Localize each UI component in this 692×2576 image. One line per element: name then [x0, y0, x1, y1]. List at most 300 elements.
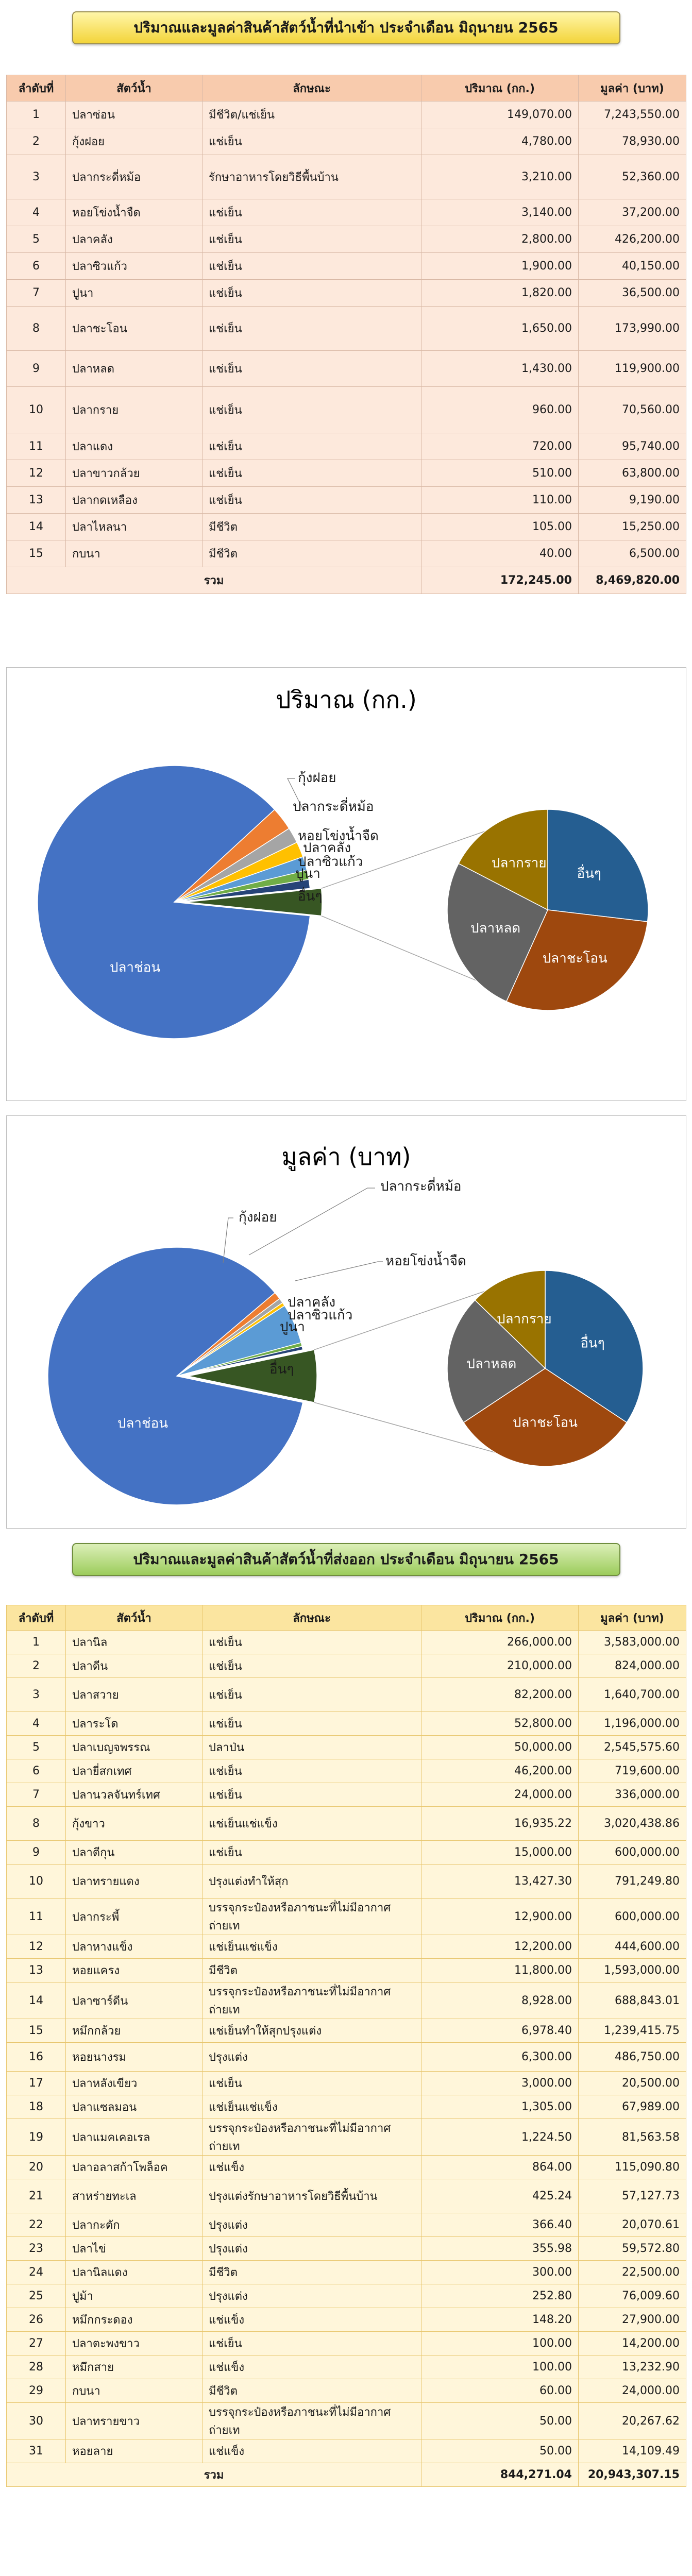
row-form: มีชีวิต	[202, 514, 421, 540]
row-species: ปลายี่สกเทศ	[66, 1759, 202, 1783]
row-value: 486,750.00	[579, 2043, 686, 2072]
row-form: แช่เย็น	[202, 307, 421, 351]
col-form-header: ลักษณะ	[202, 1605, 421, 1631]
table-row	[7, 460, 686, 487]
export-table	[6, 1605, 686, 2487]
row-quantity: 12,900.00	[421, 1899, 579, 1935]
total-quantity: 172,245.00	[421, 567, 579, 594]
row-quantity: 266,000.00	[421, 1631, 579, 1654]
row-form: แช่เย็น	[202, 460, 421, 487]
chart-title: ปริมาณ (กก.)	[276, 686, 417, 714]
table-row	[7, 2019, 686, 2043]
data-label: ปลาคลัง	[288, 1295, 336, 1310]
row-form: แช่เย็น	[202, 351, 421, 387]
row-quantity: 105.00	[421, 514, 579, 540]
row-quantity: 1,430.00	[421, 351, 579, 387]
row-number: 14	[7, 514, 66, 540]
row-quantity: 1,900.00	[421, 253, 579, 280]
data-label: ปลาคลัง	[303, 840, 351, 856]
row-value: 719,600.00	[579, 1759, 686, 1783]
table-row	[7, 1678, 686, 1712]
row-number: 21	[7, 2179, 66, 2213]
row-form: แช่เย็น	[202, 253, 421, 280]
row-form: มีชีวิต	[202, 2379, 421, 2403]
table-row	[7, 2332, 686, 2355]
row-form: บรรจุกระป๋องหรือภาชนะที่ไม่มีอากาศถ่ายเท	[202, 1899, 421, 1935]
breakout-label: ปลากราย	[492, 855, 547, 871]
row-number: 4	[7, 199, 66, 226]
row-number: 26	[7, 2308, 66, 2332]
row-species: ปลาคลัง	[66, 226, 202, 253]
row-quantity: 510.00	[421, 460, 579, 487]
row-quantity: 149,070.00	[421, 101, 579, 128]
row-form: แช่เย็น	[202, 487, 421, 514]
table-row	[7, 351, 686, 387]
table-row	[7, 2072, 686, 2095]
row-number: 12	[7, 1935, 66, 1959]
row-number: 15	[7, 2019, 66, 2043]
row-value: 36,500.00	[579, 280, 686, 307]
row-quantity: 355.98	[421, 2237, 579, 2261]
data-label: กุ้งฝอย	[298, 770, 336, 786]
row-number: 1	[7, 1631, 66, 1654]
data-label: ปลาช่อน	[117, 1416, 168, 1431]
row-form: แช่เย็นแช่แข็ง	[202, 1807, 421, 1841]
col-no-header: ลำดับที่	[7, 1605, 66, 1631]
row-number: 1	[7, 101, 66, 128]
row-value: 81,563.58	[579, 2119, 686, 2156]
table-row	[7, 1959, 686, 1982]
row-value: 59,572.80	[579, 2237, 686, 2261]
row-form: แช่เย็น	[202, 1678, 421, 1712]
row-number: 12	[7, 460, 66, 487]
row-species: หมึกสาย	[66, 2355, 202, 2379]
table-row	[7, 1712, 686, 1736]
row-species: ปลากดเหลือง	[66, 487, 202, 514]
row-number: 4	[7, 1712, 66, 1736]
row-value: 9,190.00	[579, 487, 686, 514]
row-form: แช่เย็น	[202, 1759, 421, 1783]
row-species: หอยโข่งน้ำจืด	[66, 199, 202, 226]
table-row	[7, 1865, 686, 1899]
row-species: ปลาแซลมอน	[66, 2095, 202, 2119]
col-form-header: ลักษณะ	[202, 75, 421, 101]
row-number: 29	[7, 2379, 66, 2403]
row-value: 600,000.00	[579, 1899, 686, 1935]
row-species: ปลาตะพงขาว	[66, 2332, 202, 2355]
row-quantity: 50.00	[421, 2403, 579, 2439]
row-quantity: 60.00	[421, 2379, 579, 2403]
row-species: กบนา	[66, 2379, 202, 2403]
row-species: ปลาชะโอน	[66, 307, 202, 351]
table-row	[7, 226, 686, 253]
row-species: ปลานิล	[66, 1631, 202, 1654]
row-value: 3,583,000.00	[579, 1631, 686, 1654]
row-species: ปลาขาวกล้วย	[66, 460, 202, 487]
total-label: รวม	[7, 2463, 421, 2487]
row-value: 20,070.61	[579, 2213, 686, 2237]
row-species: ปลานวลจันทร์เทศ	[66, 1783, 202, 1807]
row-form: แช่เย็น	[202, 128, 421, 155]
row-form: บรรจุกระป๋องหรือภาชนะที่ไม่มีอากาศถ่ายเท	[202, 1982, 421, 2019]
row-quantity: 52,800.00	[421, 1712, 579, 1736]
row-quantity: 82,200.00	[421, 1678, 579, 1712]
breakout-label: ปลาชะโอน	[512, 1415, 578, 1431]
table-row	[7, 1982, 686, 2019]
table-row	[7, 1654, 686, 1678]
row-quantity: 3,140.00	[421, 199, 579, 226]
total-value: 20,943,307.15	[579, 2463, 686, 2487]
row-value: 1,196,000.00	[579, 1712, 686, 1736]
data-label: หอยโข่งน้ำจืด	[385, 1253, 466, 1269]
table-row	[7, 101, 686, 128]
row-species: สาหร่ายทะเล	[66, 2179, 202, 2213]
row-quantity: 15,000.00	[421, 1841, 579, 1865]
row-number: 15	[7, 540, 66, 567]
row-species: ปลาหางแข็ง	[66, 1935, 202, 1959]
total-label: รวม	[7, 567, 421, 594]
row-value: 67,989.00	[579, 2095, 686, 2119]
row-form: บรรจุกระป๋องหรือภาชนะที่ไม่มีอากาศถ่ายเท	[202, 2403, 421, 2439]
data-label: กุ้งฝอย	[239, 1210, 277, 1225]
table-row	[7, 2213, 686, 2237]
leader-line	[295, 1262, 383, 1281]
row-value: 20,267.62	[579, 2403, 686, 2439]
row-species: กุ้งฝอย	[66, 128, 202, 155]
row-value: 824,000.00	[579, 1654, 686, 1678]
row-number: 24	[7, 2261, 66, 2284]
table-row	[7, 2156, 686, 2179]
row-quantity: 11,800.00	[421, 1959, 579, 1982]
row-number: 7	[7, 1783, 66, 1807]
row-value: 600,000.00	[579, 1841, 686, 1865]
table-row	[7, 1783, 686, 1807]
import-value-pie	[7, 1116, 686, 1528]
total-row	[7, 567, 686, 594]
row-form: แช่เย็น	[202, 1631, 421, 1654]
row-number: 10	[7, 387, 66, 433]
row-form: ปรุงแต่ง	[202, 2043, 421, 2072]
import-title: ปริมาณและมูลค่าสินค้าสัตว์น้ำที่นำเข้า ประจำเดือน มิถุนายน 2565	[72, 11, 620, 44]
row-species: ปลาระโด	[66, 1712, 202, 1736]
row-number: 30	[7, 2403, 66, 2439]
row-number: 13	[7, 1959, 66, 1982]
col-species-header: สัตว์น้ำ	[66, 75, 202, 101]
row-form: มีชีวิต/แช่เย็น	[202, 101, 421, 128]
data-label: หอยโข่งน้ำจืด	[298, 828, 379, 844]
row-species: หมึกกระดอง	[66, 2308, 202, 2332]
row-number: 23	[7, 2237, 66, 2261]
row-species: ปลาแมคเคอเรล	[66, 2119, 202, 2156]
row-species: ปลาซาร์ดีน	[66, 1982, 202, 2019]
row-value: 40,150.00	[579, 253, 686, 280]
data-label: อื่นๆ	[269, 1362, 294, 1377]
import-table-header	[7, 75, 686, 101]
row-number: 31	[7, 2439, 66, 2463]
row-value: 14,109.49	[579, 2439, 686, 2463]
row-number: 5	[7, 226, 66, 253]
row-number: 8	[7, 1807, 66, 1841]
row-number: 11	[7, 1899, 66, 1935]
row-value: 24,000.00	[579, 2379, 686, 2403]
export-title: ปริมาณและมูลค่าสินค้าสัตว์น้ำที่ส่งออก ประจำเดือน มิถุนายน 2565	[72, 1543, 620, 1576]
row-form: มีชีวิต	[202, 1959, 421, 1982]
row-number: 17	[7, 2072, 66, 2095]
row-species: หอยแครง	[66, 1959, 202, 1982]
table-row	[7, 1631, 686, 1654]
row-number: 18	[7, 2095, 66, 2119]
row-form: ปรุงแต่ง	[202, 2284, 421, 2308]
row-value: 336,000.00	[579, 1783, 686, 1807]
table-row	[7, 128, 686, 155]
col-value-header: มูลค่า (บาท)	[579, 1605, 686, 1631]
row-value: 173,990.00	[579, 307, 686, 351]
row-species: ปลาไหลนา	[66, 514, 202, 540]
row-value: 78,930.00	[579, 128, 686, 155]
row-form: แช่เย็น	[202, 2332, 421, 2355]
breakout-label: อื่นๆ	[580, 1335, 605, 1351]
row-number: 28	[7, 2355, 66, 2379]
row-quantity: 300.00	[421, 2261, 579, 2284]
row-number: 16	[7, 2043, 66, 2072]
row-form: ปรุงแต่งรักษาอาหารโดยวิธีพื้นบ้าน	[202, 2179, 421, 2213]
row-form: แช่เย็นแช่แข็ง	[202, 1935, 421, 1959]
row-value: 115,090.80	[579, 2156, 686, 2179]
row-species: ปลาทรายขาว	[66, 2403, 202, 2439]
row-value: 119,900.00	[579, 351, 686, 387]
row-value: 426,200.00	[579, 226, 686, 253]
table-row	[7, 540, 686, 567]
table-row	[7, 1899, 686, 1935]
row-species: ปลากระดี่หม้อ	[66, 155, 202, 199]
row-species: ปลานิลแดง	[66, 2261, 202, 2284]
table-row	[7, 514, 686, 540]
table-row	[7, 2095, 686, 2119]
table-row	[7, 2308, 686, 2332]
row-species: ปูนา	[66, 280, 202, 307]
table-row	[7, 1736, 686, 1759]
row-value: 444,600.00	[579, 1935, 686, 1959]
row-species: ปลากระพี้	[66, 1899, 202, 1935]
row-form: แช่แข็ง	[202, 2439, 421, 2463]
row-number: 14	[7, 1982, 66, 2019]
table-row	[7, 2284, 686, 2308]
row-species: ปลาซิวแก้ว	[66, 253, 202, 280]
row-form: แช่แข็ง	[202, 2355, 421, 2379]
row-quantity: 1,224.50	[421, 2119, 579, 2156]
row-value: 2,545,575.60	[579, 1736, 686, 1759]
row-species: หอยลาย	[66, 2439, 202, 2463]
data-label: อื่นๆ	[298, 889, 323, 904]
import-quantity-pie	[7, 668, 686, 1100]
row-number: 25	[7, 2284, 66, 2308]
import-value-chart	[6, 1115, 686, 1529]
data-label: ปลากระดี่หม้อ	[380, 1179, 462, 1194]
row-species: ปลาไข่	[66, 2237, 202, 2261]
row-species: ปลากะตัก	[66, 2213, 202, 2237]
row-value: 76,009.60	[579, 2284, 686, 2308]
row-number: 2	[7, 128, 66, 155]
data-label: ปูนา	[295, 866, 320, 882]
data-label: ปลาซิวแก้ว	[288, 1308, 353, 1323]
row-species: กุ้งขาว	[66, 1807, 202, 1841]
table-row	[7, 2355, 686, 2379]
total-value: 8,469,820.00	[579, 567, 686, 594]
row-value: 57,127.73	[579, 2179, 686, 2213]
row-number: 9	[7, 1841, 66, 1865]
data-label: ปูนา	[280, 1319, 305, 1335]
col-qty-header: ปริมาณ (กก.)	[421, 75, 579, 101]
row-quantity: 425.24	[421, 2179, 579, 2213]
row-quantity: 6,978.40	[421, 2019, 579, 2043]
row-form: ปลาป่น	[202, 1736, 421, 1759]
total-quantity: 844,271.04	[421, 2463, 579, 2487]
row-value: 13,232.90	[579, 2355, 686, 2379]
row-value: 1,593,000.00	[579, 1959, 686, 1982]
row-species: ปูม้า	[66, 2284, 202, 2308]
row-quantity: 3,000.00	[421, 2072, 579, 2095]
row-value: 37,200.00	[579, 199, 686, 226]
row-species: ปลาเบญจพรรณ	[66, 1736, 202, 1759]
breakout-label: ปลากราย	[497, 1311, 552, 1327]
breakout-label: ปลาหลด	[470, 921, 521, 937]
row-quantity: 252.80	[421, 2284, 579, 2308]
row-quantity: 2,800.00	[421, 226, 579, 253]
row-value: 20,500.00	[579, 2072, 686, 2095]
table-row	[7, 2237, 686, 2261]
data-label: ปลาช่อน	[110, 960, 161, 975]
row-number: 2	[7, 1654, 66, 1678]
table-row	[7, 307, 686, 351]
row-form: แช่เย็น	[202, 1712, 421, 1736]
table-row	[7, 199, 686, 226]
table-row	[7, 1759, 686, 1783]
row-species: ปลาสวาย	[66, 1678, 202, 1712]
row-value: 1,239,415.75	[579, 2019, 686, 2043]
table-row	[7, 2379, 686, 2403]
row-number: 3	[7, 1678, 66, 1712]
row-form: แช่เย็น	[202, 387, 421, 433]
row-value: 1,640,700.00	[579, 1678, 686, 1712]
row-number: 5	[7, 1736, 66, 1759]
row-value: 6,500.00	[579, 540, 686, 567]
row-value: 7,243,550.00	[579, 101, 686, 128]
row-quantity: 12,200.00	[421, 1935, 579, 1959]
row-species: ปลาดีน	[66, 1654, 202, 1678]
row-species: ปลาหลด	[66, 351, 202, 387]
row-quantity: 960.00	[421, 387, 579, 433]
row-form: แช่เย็น	[202, 2072, 421, 2095]
breakout-label: ปลาชะโอน	[542, 951, 607, 967]
row-value: 63,800.00	[579, 460, 686, 487]
row-species: หมึกกล้วย	[66, 2019, 202, 2043]
row-form: แช่เย็น	[202, 280, 421, 307]
row-value: 688,843.01	[579, 1982, 686, 2019]
row-quantity: 210,000.00	[421, 1654, 579, 1678]
table-row	[7, 253, 686, 280]
row-value: 14,200.00	[579, 2332, 686, 2355]
table-row	[7, 280, 686, 307]
row-number: 27	[7, 2332, 66, 2355]
row-quantity: 3,210.00	[421, 155, 579, 199]
table-row	[7, 1841, 686, 1865]
table-row	[7, 2043, 686, 2072]
row-value: 3,020,438.86	[579, 1807, 686, 1841]
row-form: บรรจุกระป๋องหรือภาชนะที่ไม่มีอากาศถ่ายเท	[202, 2119, 421, 2156]
row-number: 20	[7, 2156, 66, 2179]
table-row	[7, 1807, 686, 1841]
row-quantity: 1,820.00	[421, 280, 579, 307]
row-form: แช่แข็ง	[202, 2156, 421, 2179]
chart-title: มูลค่า (บาท)	[281, 1143, 411, 1171]
row-quantity: 8,928.00	[421, 1982, 579, 2019]
col-species-header: สัตว์น้ำ	[66, 1605, 202, 1631]
row-number: 8	[7, 307, 66, 351]
row-form: แช่แข็ง	[202, 2308, 421, 2332]
breakout-label: ปลาหลด	[466, 1356, 517, 1372]
row-quantity: 366.40	[421, 2213, 579, 2237]
row-quantity: 720.00	[421, 433, 579, 460]
table-row	[7, 1935, 686, 1959]
row-value: 52,360.00	[579, 155, 686, 199]
row-value: 27,900.00	[579, 2308, 686, 2332]
row-form: แช่เย็นแช่แข็ง	[202, 2095, 421, 2119]
row-form: ปรุงแต่ง	[202, 2213, 421, 2237]
row-number: 6	[7, 1759, 66, 1783]
table-row	[7, 2179, 686, 2213]
import-quantity-chart	[6, 667, 686, 1101]
row-form: แช่เย็น	[202, 1841, 421, 1865]
row-quantity: 1,305.00	[421, 2095, 579, 2119]
row-quantity: 40.00	[421, 540, 579, 567]
row-quantity: 6,300.00	[421, 2043, 579, 2072]
row-quantity: 50.00	[421, 2439, 579, 2463]
row-form: แช่เย็น	[202, 199, 421, 226]
row-number: 11	[7, 433, 66, 460]
row-quantity: 13,427.30	[421, 1865, 579, 1899]
row-species: กบนา	[66, 540, 202, 567]
row-value: 22,500.00	[579, 2261, 686, 2284]
row-form: รักษาอาหารโดยวิธีพื้นบ้าน	[202, 155, 421, 199]
row-quantity: 50,000.00	[421, 1736, 579, 1759]
row-quantity: 1,650.00	[421, 307, 579, 351]
row-form: ปรุงแต่งทำให้สุก	[202, 1865, 421, 1899]
col-value-header: มูลค่า (บาท)	[579, 75, 686, 101]
row-quantity: 16,935.22	[421, 1807, 579, 1841]
row-value: 15,250.00	[579, 514, 686, 540]
row-value: 95,740.00	[579, 433, 686, 460]
row-number: 3	[7, 155, 66, 199]
table-row	[7, 2261, 686, 2284]
total-row	[7, 2463, 686, 2487]
row-species: ปลาหลังเขียว	[66, 2072, 202, 2095]
breakout-label: อื่นๆ	[577, 866, 601, 882]
table-row	[7, 2439, 686, 2463]
row-quantity: 4,780.00	[421, 128, 579, 155]
table-row	[7, 487, 686, 514]
row-quantity: 110.00	[421, 487, 579, 514]
row-form: มีชีวิต	[202, 2261, 421, 2284]
row-form: แช่เย็น	[202, 1783, 421, 1807]
row-quantity: 148.20	[421, 2308, 579, 2332]
row-number: 6	[7, 253, 66, 280]
row-species: ปลาซ่อน	[66, 101, 202, 128]
leader-line	[223, 1218, 233, 1263]
row-form: แช่เย็นทำให้สุกปรุงแต่ง	[202, 2019, 421, 2043]
row-species: ปลากราย	[66, 387, 202, 433]
row-value: 70,560.00	[579, 387, 686, 433]
row-species: ปลาตีกุน	[66, 1841, 202, 1865]
